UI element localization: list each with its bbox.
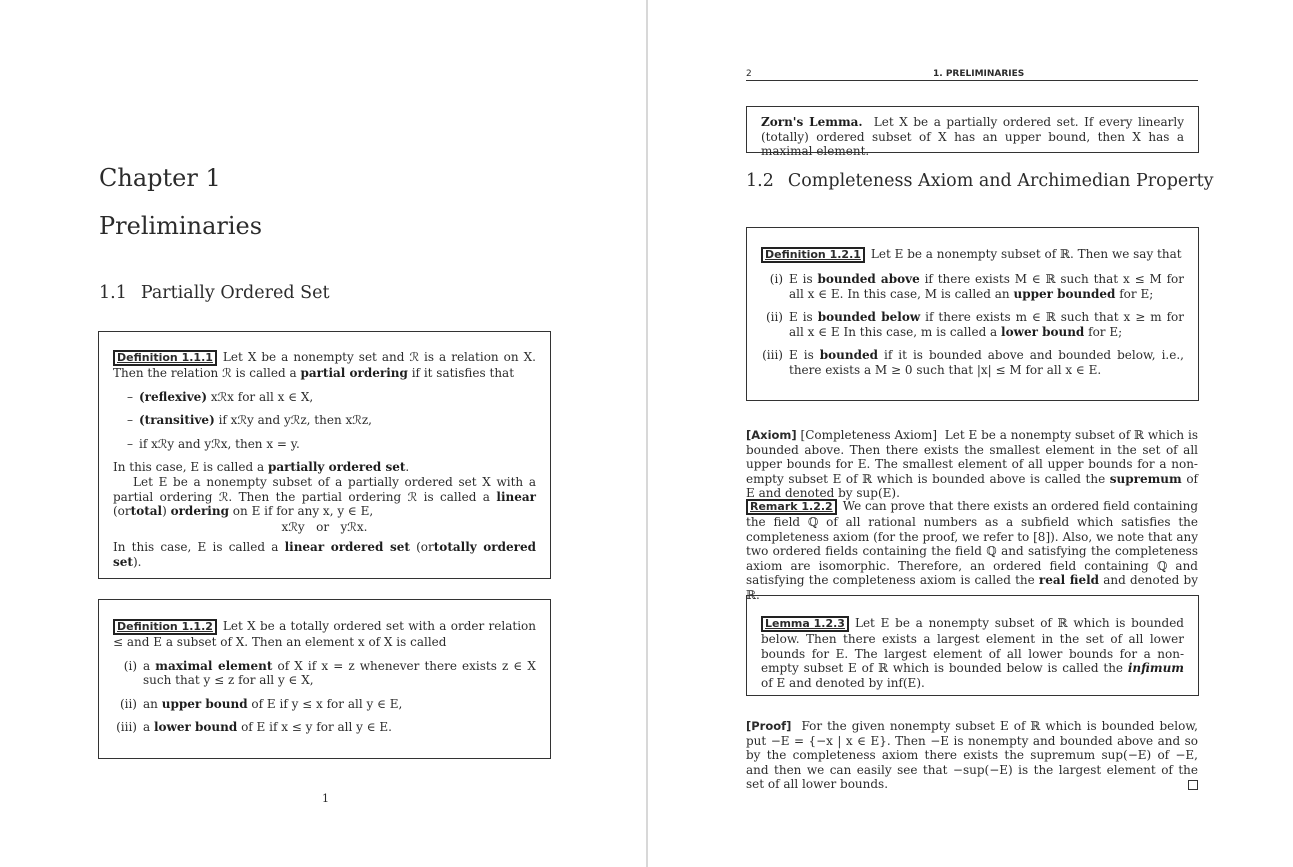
section-number: 1.2: [746, 171, 774, 191]
definition-intro: Definition 1.1.2 Let X be a totally ordered set with a order relation ≤ and E a subset of X. Then an element x of X is called: [113, 619, 536, 649]
list-item: – (transitive) if xℛy and yℛz, then xℛz,: [127, 413, 372, 428]
list-item: – if xℛy and yℛx, then x = y.: [127, 436, 300, 451]
list-item: (i) a maximal element of X if x = z whenever there exists z ∈ X such that y ≤ z for all y ∈ X,: [123, 658, 536, 688]
list-item: (iii) E is bounded if it is bounded above and bounded below, i.e., there exists a M ≥ 0 such that |x| ≤ M for all x ∈ E.: [762, 348, 1184, 377]
definition-tag: Definition 1.1.1: [113, 350, 217, 366]
page-number: 1: [322, 792, 329, 805]
section-heading-1-2: [746, 171, 1214, 191]
definition-case-1: In this case, E is called a partially ordered set.: [113, 460, 410, 475]
right-page: [648, 0, 1293, 867]
proof-paragraph: [Proof] For the given nonempty subset E of ℝ which is bounded below, put −E = {−x | x ∈ E}. Then −E is nonempty and bounded above and so by the completeness axiom there exists the supremum sup(−E) of −E, and then we can easily see that −sup(−E) is the largest element of the set of all lower bounds.: [746, 719, 1198, 792]
section-heading-1-1: [99, 283, 329, 303]
definition-box-1-1-2: [98, 599, 551, 759]
axiom-tag: [Axiom]: [746, 428, 797, 442]
definition-tag: Definition 1.2.1: [761, 247, 865, 263]
element-list: [113, 659, 536, 735]
bounded-list: [761, 272, 1184, 378]
list-item: (i) E is bounded above if there exists M ∈ ℝ such that x ≤ M for all x ∈ E. In this case, M is called an upper bounded for E;: [769, 272, 1185, 301]
definition-tag: Definition 1.1.2: [113, 619, 217, 635]
section-title: Partially Ordered Set: [140, 283, 330, 303]
chapter-title: Preliminaries: [99, 212, 263, 240]
definition-box-1-1-1: [98, 331, 551, 579]
remark-1-2-2: Remark 1.2.2 We can prove that there exists an ordered field containing the field ℚ of all rational numbers as a subfield which satisfies the completeness axiom (for the proof, we refer to [8]). Also, we note that any two ordered fields containing the field ℚ and satisfying the completeness axiom are isomorphic. Therefore, an ordered field containing ℚ and satisfying the completeness axiom is called the real field and denoted by ℝ.: [746, 499, 1198, 602]
axiom-title: [Completeness Axiom]: [800, 428, 938, 442]
lemma-box-1-2-3: Lemma 1.2.3 Let E be a nonempty subset of ℝ which is bounded below. Then there exists a largest element in the set of all lower bounds for E. The largest element of all lower bounds for a non-empty subset E of ℝ which is bounded below is called the infimum of E and denoted by inf(E).: [746, 595, 1199, 696]
list-item: – (reflexive) xℛx for all x ∈ X,: [127, 389, 314, 404]
display-equation: xℛy or yℛx.: [281, 519, 368, 534]
remark-tag: Remark 1.2.2: [746, 499, 837, 515]
section-number: 1.1: [99, 283, 127, 303]
zorns-lemma-title: Zorn's Lemma.: [761, 115, 863, 129]
proof-tag: [Proof]: [746, 719, 792, 733]
zorns-lemma-box: [746, 106, 1199, 159]
definition-box-1-2-1: [746, 227, 1199, 401]
definition-intro: Definition 1.2.1 Let E be a nonempty subset of ℝ. Then we say that: [761, 247, 1184, 263]
header-rule: [746, 80, 1198, 81]
property-list: [113, 390, 536, 452]
running-head-title: 1. PRELIMINARIES: [933, 69, 1025, 79]
lemma-tag: Lemma 1.2.3: [761, 616, 849, 632]
list-item: (ii) E is bounded below if there exists m ∈ ℝ such that x ≥ m for all x ∈ E In this case, m is called a lower bound for E;: [765, 310, 1184, 339]
qed-box-icon: [1188, 780, 1198, 790]
definition-para-2: Let E be a nonempty subset of a partially ordered set X with a partial ordering ℛ. Then the partial ordering ℛ is called a linear (ortotal) ordering on E if for any x, y ∈ E,: [113, 474, 536, 519]
list-item: (iii) a lower bound of E if x ≤ y for all y ∈ E.: [116, 720, 392, 735]
chapter-number: Chapter 1: [99, 164, 221, 192]
running-head-number: 2: [746, 69, 752, 79]
zorns-lemma-text: Let X be a partially ordered set. If every linearly (totally) ordered subset of X has an upper bound, then X has a maximal element.: [761, 115, 1184, 159]
definition-intro: Definition 1.1.1 Let X be a nonempty set and ℛ is a relation on X. Then the relation ℛ is called a partial ordering if it satisfies that: [113, 350, 536, 380]
definition-case-2: In this case, E is called a linear ordered set (ortotally ordered set).: [113, 540, 536, 569]
list-item: (ii) an upper bound of E if y ≤ x for all y ∈ E,: [119, 696, 403, 711]
completeness-axiom: [Axiom] [Completeness Axiom] Let E be a nonempty subset of ℝ which is bounded above. Then there exists the smallest element in the set of all upper bounds for E. The smallest element of all upper bounds for a non-empty subset E of ℝ which is bounded above is called the supremum of E and denoted by sup(E).: [746, 428, 1198, 501]
left-page: [0, 0, 646, 867]
section-title: Completeness Axiom and Archimedian Property: [787, 171, 1214, 191]
